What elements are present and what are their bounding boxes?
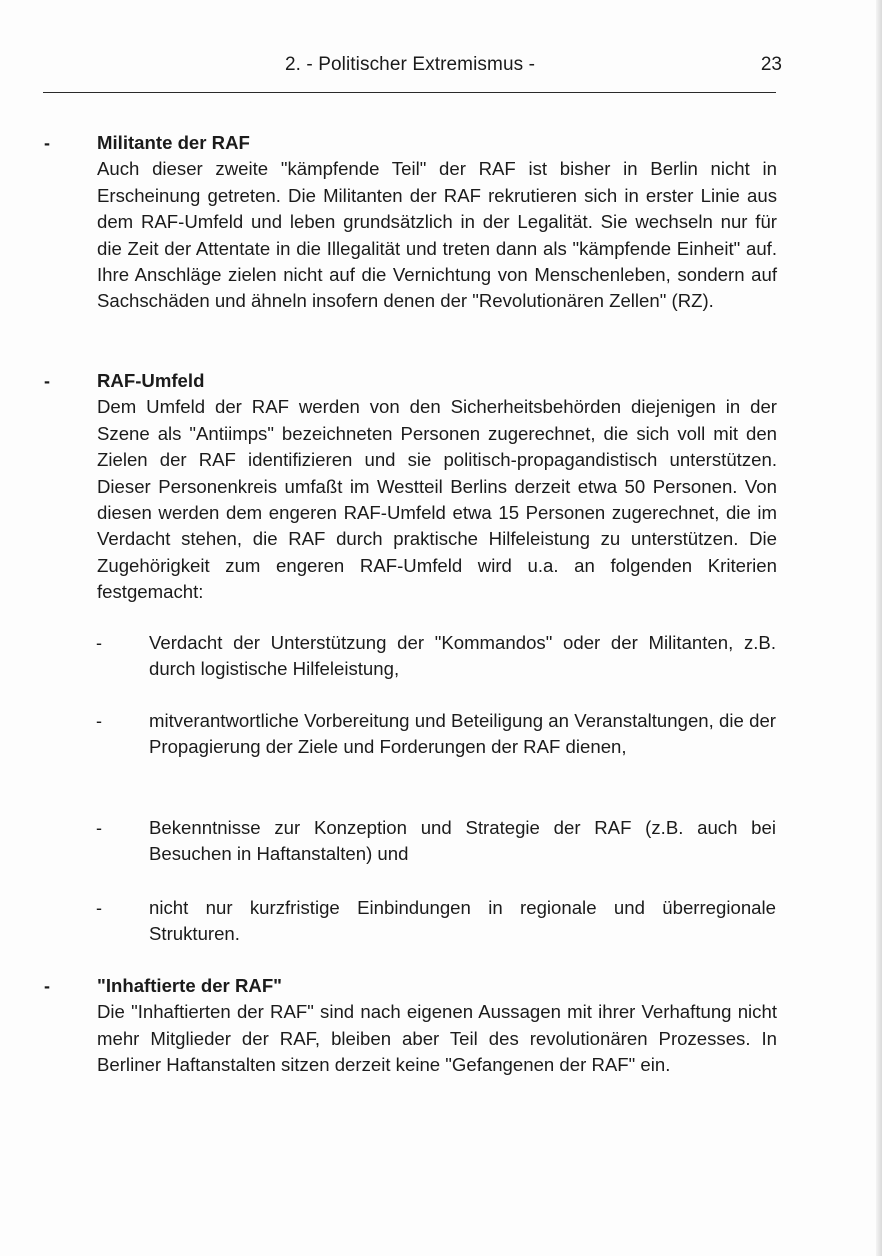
section-heading: "Inhaftierte der RAF" bbox=[97, 975, 282, 996]
section-paragraph: Auch dieser zweite "kämpfende Teil" der RAF ist bisher in Berlin nicht in Erscheinung getreten. Die Militanten der RAF rekrutieren sich in erster Linie aus dem RAF-Umfeld und leben grundsätzlich in der Legalität. Sie wechseln nur für die Zeit der Attentate in die Illegalität und treten dann als "kämpfende Einheit" auf. Ihre Anschläge zielen nicht auf die Vernichtung von Menschenleben, sondern auf Sachschäden und ähneln insofern denen der "Revolutionären Zellen" (RZ). bbox=[97, 158, 777, 312]
page-edge-shadow bbox=[876, 0, 882, 1256]
section-inhaftierte bbox=[97, 973, 777, 1079]
section-bullet: - bbox=[44, 976, 50, 996]
list-bullet: - bbox=[96, 818, 102, 838]
section-bullet: - bbox=[44, 371, 50, 391]
section-paragraph: Die "Inhaftierten der RAF" sind nach eigenen Aussagen mit ihrer Verhaftung nicht mehr Mitglieder der RAF, bleiben aber Teil des revolutionären Prozesses. In Berliner Haftanstalten sitzen derzeit keine "Gefangenen der RAF" ein. bbox=[97, 1001, 777, 1076]
list-bullet: - bbox=[96, 633, 102, 653]
list-item: Verdacht der Unterstützung der "Kommandos" oder der Militanten, z.B. durch logistische Hilfeleistung, bbox=[149, 632, 776, 680]
section-militante bbox=[97, 130, 777, 315]
running-header-title: 2. - Politischer Extremismus - bbox=[284, 54, 536, 75]
section-heading: RAF-Umfeld bbox=[97, 370, 205, 391]
section-paragraph: Dem Umfeld der RAF werden von den Sicherheitsbehörden diejenigen in der Szene als "Antiimps" bezeichneten Personen zugerechnet, die sich voll mit den Zielen der RAF identifizieren und sie politisch-propagandistisch unterstützen. Dieser Personenkreis umfaßt im Westteil Berlins derzeit etwa 50 Personen. Von diesen werden dem engeren RAF-Umfeld etwa 15 Personen zugerechnet, die im Verdacht stehen, die RAF durch praktische Hilfeleistung zu unterstützen. Die Zugehörigkeit zum engeren RAF-Umfeld wird u.a. an folgenden Kriterien festgemacht: bbox=[97, 396, 777, 603]
section-raf-umfeld bbox=[97, 368, 777, 606]
list-bullet: - bbox=[96, 898, 102, 918]
section-heading: Militante der RAF bbox=[97, 132, 250, 153]
list-item: Bekenntnisse zur Konzeption und Strategie der RAF (z.B. auch bei Besuchen in Haftanstalten) und bbox=[149, 817, 776, 865]
list-item: mitverantwortliche Vorbereitung und Beteiligung an Veranstaltungen, die der Propagierung der Ziele und Forderungen der RAF dienen, bbox=[149, 710, 776, 758]
section-bullet: - bbox=[44, 133, 50, 153]
list-item: nicht nur kurzfristige Einbindungen in regionale und überregionale Strukturen. bbox=[149, 897, 776, 945]
page-number: 23 bbox=[760, 54, 782, 75]
list-bullet: - bbox=[96, 711, 102, 731]
header-rule bbox=[43, 92, 776, 93]
